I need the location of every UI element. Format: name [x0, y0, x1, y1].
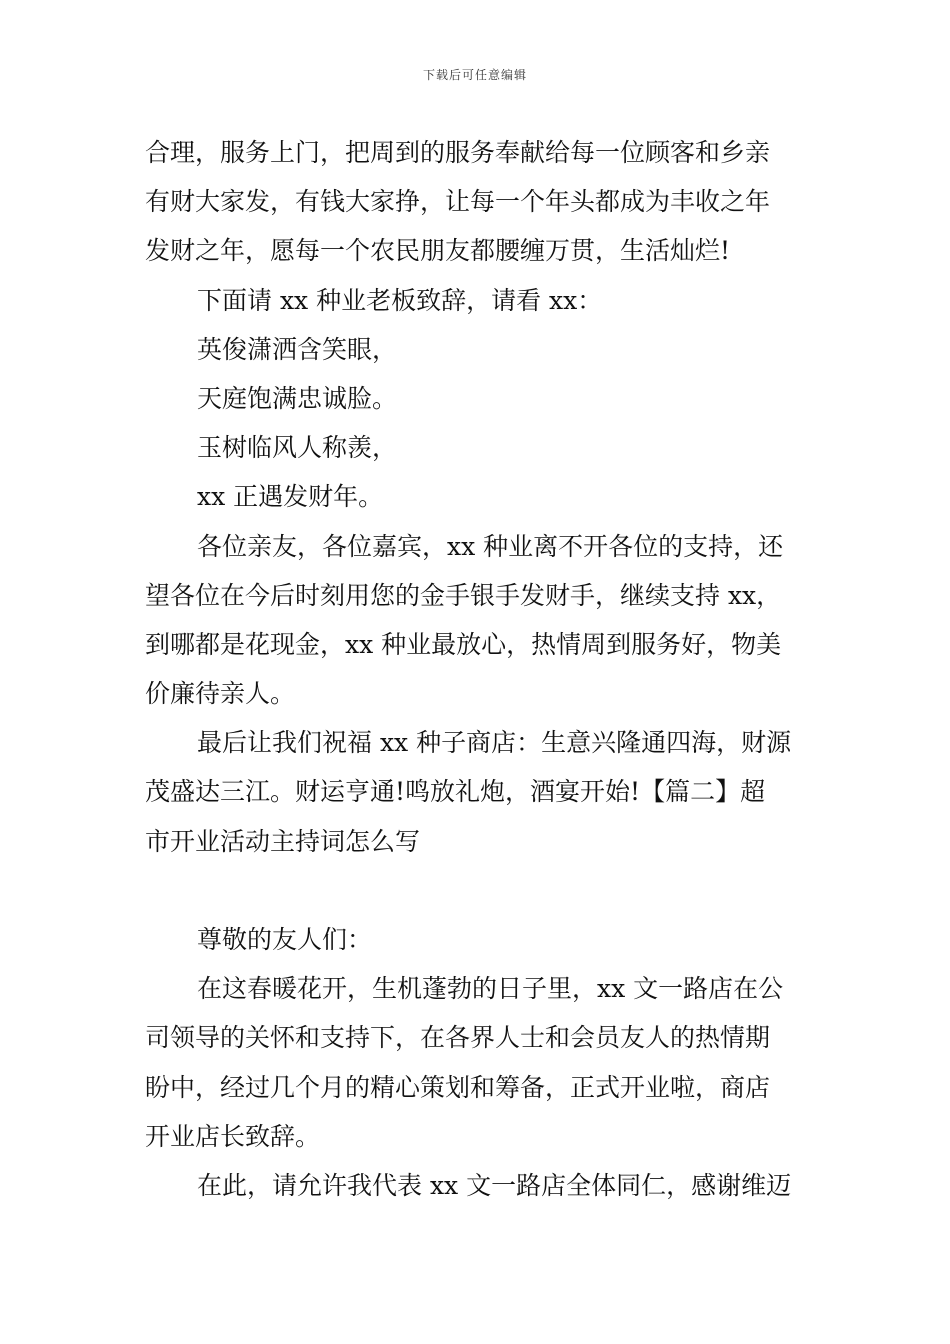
- poem-line: 玉树临风人称羡，: [197, 433, 398, 463]
- poem-line: xx 正遇发财年。: [197, 482, 384, 512]
- text-line: 各位亲友，各位嘉宾，xx 种业离不开各位的支持，还: [197, 531, 784, 561]
- text-line: 最后让我们祝福 xx 种子商店：生意兴隆通四海，财源: [197, 728, 792, 758]
- text-line: 茂盛达三江。财运亨通!鸣放礼炮，酒宴开始!【篇二】超: [145, 777, 766, 807]
- page-header: 下载后可任意编辑: [422, 68, 527, 82]
- text-line: 价廉待亲人。: [145, 679, 296, 709]
- text-line: 合理，服务上门，把周到的服务奉献给每一位顾客和乡亲: [145, 138, 771, 167]
- text-line: 望各位在今后时刻用您的金手银手发财手，继续支持 xx，: [145, 580, 782, 610]
- text-line: 下面请 xx 种业老板致辞，请看 xx：: [197, 285, 603, 315]
- poem-line: 天庭饱满忠诚脸。: [197, 383, 398, 413]
- poem-line: 英俊潇洒含笑眼，: [197, 334, 398, 364]
- document-body: [145, 128, 810, 1210]
- text-line: 开业店长致辞。: [145, 1121, 321, 1151]
- text-line: 有财大家发，有钱大家挣，让每一个年头都成为丰收之年: [145, 187, 771, 217]
- text-line: 在此，请允许我代表 xx 文一路店全体同仁，感谢维迈: [197, 1170, 792, 1200]
- blank-line: [145, 866, 810, 915]
- text-line: 盼中，经过几个月的精心策划和筹备，正式开业啦，商店: [145, 1072, 771, 1102]
- text-line: 司领导的关怀和支持下，在各界人士和会员友人的热情期: [145, 1023, 771, 1053]
- section-title-line: 市开业活动主持词怎么写: [145, 826, 421, 856]
- text-line: 在这春暖花开，生机蓬勃的日子里，xx 文一路店在公: [197, 974, 784, 1004]
- salutation-line: 尊敬的友人们：: [197, 925, 373, 954]
- text-line: 到哪都是花现金，xx 种业最放心，热情周到服务好，物美: [145, 629, 782, 659]
- text-line: 发财之年，愿每一个农民朋友都腰缠万贯，生活灿烂!: [145, 236, 731, 266]
